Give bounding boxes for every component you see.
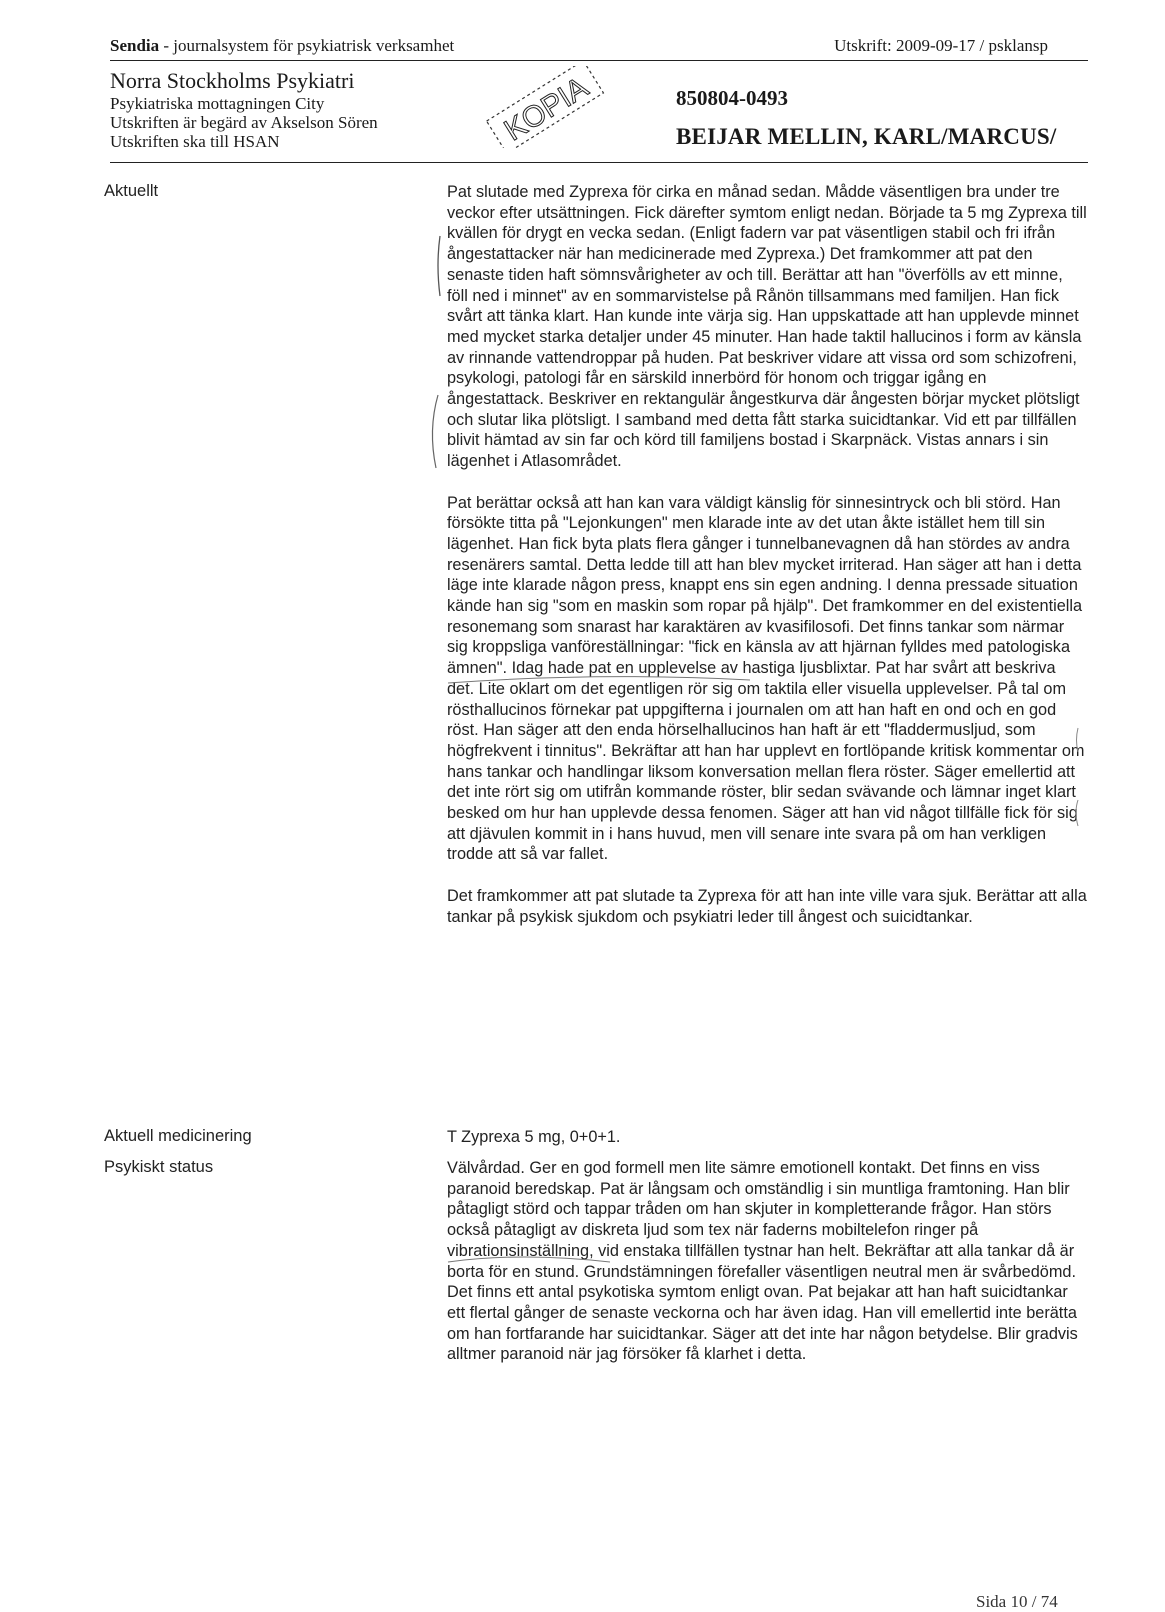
aktuellt-paragraph-1: Pat slutade med Zyprexa för cirka en månad sedan. Mådde väsentligen bra under tre veckor efter utsättningen. Fick därefter symtom enligt nedan. Började ta 5 mg Zyprexa till kvällen för drygt en vecka sedan. (Enligt fadern var pat väsentligen stabil och fri ifrån ångestattacker när han medicinerade med Zyprexa.) Det framkommer att pat den senaste tiden haft sömnsvårigheter av och till. Berättar att han "överfölls av ett minne, föll ned i minnet" av en sommarvistelse på Rånön tillsammans med familjen. Han fick svårt att tänka klart. Han kunde inte värja sig. Han uppskattade att han upplevde minnet med mycket starka detaljer under 45 minuter. Han hade taktil hallucinos i form av känsla av rinnande vattendroppar på huden. Pat beskriver vidare att vissa ord som schizofreni, psykologi, patologi får en särskild innerbörd för honom och triggar igång en ångestattack. Beskriver en rektangulär ångestkurva där ångesten börjar mycket plötsligt och slutar lika plötsligt. I samband med detta fått starka suicidtankar. Vid ett par tillfällen blivit hämtad av sin far och körd till familjens bostad i Skarpnäck. Vistas annars i sin lägenhet i Atlasområdet. bbox=[447, 183, 1087, 471]
system-title bbox=[110, 36, 454, 56]
requested-by: Utskriften är begärd av Akselson Sören bbox=[110, 113, 378, 132]
section-aktuellt bbox=[447, 182, 1087, 948]
page-number: Sida 10 / 74 bbox=[976, 1592, 1058, 1611]
recipient: Utskriften ska till HSAN bbox=[110, 132, 280, 151]
print-header bbox=[110, 34, 1088, 61]
margin-bracket-2 bbox=[432, 395, 438, 468]
aktuellt-paragraph-3: Det framkommer att pat slutade ta Zyprexa för att han inte ville vara sjuk. Berättar att alla tankar på psykisk sjukdom och psykiatri leder till ångest och suicidtankar. bbox=[447, 886, 1087, 926]
section-label-medicinering: Aktuell medicinering bbox=[104, 1127, 252, 1145]
organization-block bbox=[110, 68, 470, 151]
medicinering-text: T Zyprexa 5 mg, 0+0+1. bbox=[447, 1128, 621, 1146]
kopia-stamp-text: KOPIA bbox=[498, 70, 594, 148]
system-name: Sendia bbox=[110, 36, 160, 55]
kopia-stamp bbox=[480, 66, 610, 148]
print-info: Utskrift: 2009-09-17 / psklansp bbox=[834, 36, 1048, 55]
aktuellt-paragraph-2: Pat berättar också att han kan vara väldigt känslig för sinnesintryck och bli störd. Han försökte titta på "Lejonkungen" men klarade inte av det utan åkte istället hem till sin lägenhet. Han fick byta plats flera gånger i tunnelbanevagnen då han stördes av andra resenärers samtal. Detta ledde till att han blev mycket irriterad. Han säger att han i detta läge inte klarade någon press, knappt ens sin egen andning. I denna pressade situation kände han sig "som en maskin som ropar på hjälp". Det framkommer en del existentiella resonemang som snarast har karaktären av kvasifilosofi. Det finns tankar som närmar sig kroppsliga vanföreställningar: "fick en känsla av att hjärnan fylldes med patologiska ämnen". Idag hade pat en upplevelse av hastiga ljusblixtar. Pat har svårt att beskriva det. Lite oklart om det egentligen rör sig om taktila eller visuella upplevelser. På tal om rösthallucinos förnekar pat uppgifterna i journalen om att han haft en ond och en god röst. Han säger att den enda hörselhallucinos han haft är ett "fladdermusljud, som högfrekvent i tinnitus". Bekräftar att han har upplevt en fortlöpande kritisk kommentar om hans tankar och handlingar liksom konversation mellan flera röster. Säger emellertid att det inte rört sig om utifrån kommande röster, blir sedan svävande och lämnar inget klart besked om hur han upplevde dessa fenomen. Säger att han vid något tillfälle fick för sig att djävulen kommit in i hans huvud, men vill senare inte svara på om han verkligen trodde att så var fallet. bbox=[447, 493, 1085, 864]
section-label-psykiskt-status: Psykiskt status bbox=[104, 1158, 214, 1176]
margin-bracket-1 bbox=[438, 236, 440, 296]
organization-name: Norra Stockholms Psykiatri bbox=[110, 68, 355, 93]
psykiskt-status-text: Välvårdad. Ger en god formell men lite sämre emotionell kontakt. Det finns en viss paranoid beredskap. Pat är långsam och omständlig i sin muntliga framtoning. Han blir påtagligt störd och tappar tråden om han skjuter in kompletterande frågor. Han störs också påtagligt av diskreta ljud som tex när faderns mobiltelefon ringer på vibrationsinställning, vid enstaka tillfällen tystnar han helt. Bekräftar att alla tankar då är borta för en stund. Grundstämningen förefaller väsentligen neutral men är svårbedömd. Det finns ett antal psykotiska symtom enligt ovan. Pat bejakar att han haft suicidtankar ett flertal gånger de senaste veckorna och har även idag. Han vill emellertid inte berätta om han fortfarande har suicidtankar. Säger att det inte har någon betydelse. Blir gradvis alltmer paranoid när jag försöker få klarhet i detta. bbox=[447, 1159, 1078, 1364]
unit-name: Psykiatriska mottagningen City bbox=[110, 94, 325, 113]
section-label-aktuellt: Aktuellt bbox=[104, 182, 159, 200]
system-description: - journalsystem för psykiatrisk verksamhet bbox=[159, 36, 455, 55]
patient-name: BEIJAR MELLIN, KARL/MARCUS/ bbox=[676, 124, 1057, 149]
header-divider bbox=[110, 162, 1088, 163]
patient-id: 850804-0493 bbox=[676, 86, 788, 110]
